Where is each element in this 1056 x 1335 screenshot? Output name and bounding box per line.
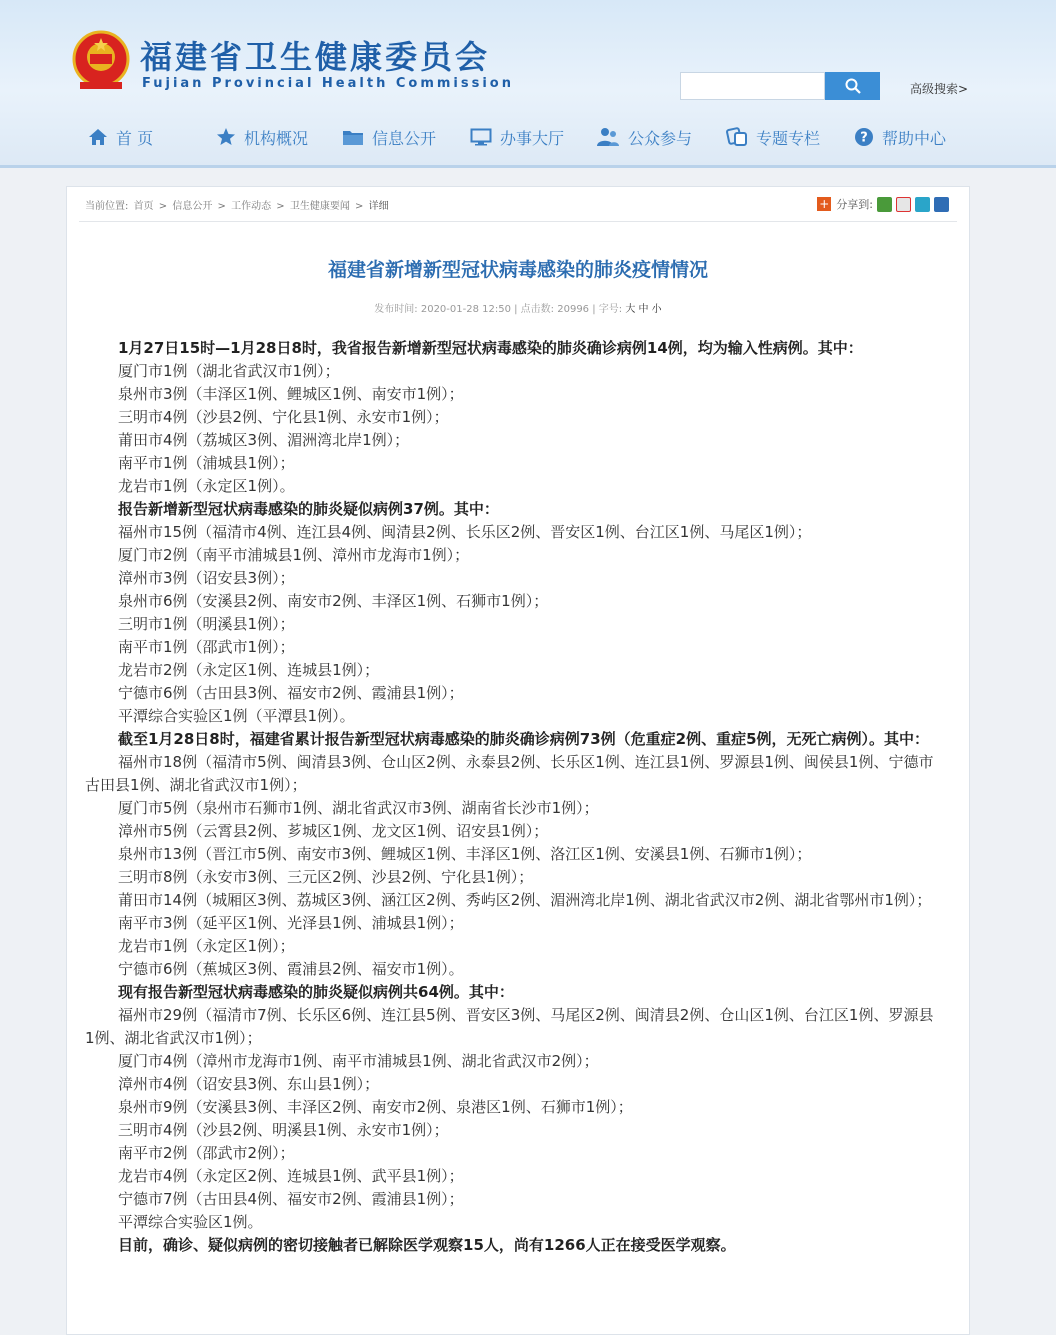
article-paragraph: 三明市4例（沙县2例、宁化县1例、永安市1例）；: [118, 408, 449, 426]
article-paragraph: 龙岩市2例（永定区1例、连城县1例）；: [118, 661, 380, 679]
nav-public[interactable]: [596, 122, 692, 152]
main-nav: [78, 122, 978, 152]
help-icon: [854, 127, 874, 147]
article-paragraph: 宁德市6例（蕉城区3例、霞浦县2例、福安市1例）。: [118, 960, 464, 978]
article-paragraph: 厦门市4例（漳州市龙海市1例、南平市浦城县1例、湖北省武汉市2例）；: [118, 1052, 599, 1070]
divider: [79, 221, 957, 222]
nav-label: 办事大厅: [500, 128, 565, 148]
article-paragraph: 截至1月28日8时，福建省累计报告新型冠状病毒感染的肺炎确诊病例73例（危重症2例、重症5例，无死亡病例）。其中：: [118, 730, 930, 748]
article-paragraph: 漳州市5例（云霄县2例、芗城区1例、龙文区1例、诏安县1例）；: [118, 822, 549, 840]
article-paragraph: 莆田市4例（荔城区3例、湄洲湾北岸1例）；: [118, 431, 410, 449]
breadcrumb-separator: >: [158, 201, 168, 212]
article-paragraph: 福州市18例（福清市5例、闽清县3例、仓山区2例、永泰县2例、长乐区1例、连江县1例、罗源县1例、闽侯县1例、宁德市古田县1例、湖北省武汉市1例）；: [85, 753, 934, 794]
article-paragraph: 南平市1例（浦城县1例）；: [118, 454, 295, 472]
article-meta-text: 发布时间: 2020-01-28 12:50 | 点击数: 20996 | 字号:: [374, 304, 623, 315]
qzone-share-icon[interactable]: [877, 197, 892, 212]
star-icon: [216, 128, 236, 146]
breadcrumb-item[interactable]: 信息公开: [172, 201, 213, 212]
article-paragraph: 漳州市4例（诏安县3例、东山县1例）；: [118, 1075, 380, 1093]
nav-label: 首 页: [116, 128, 154, 148]
article-meta: [67, 300, 969, 315]
article-paragraph: 泉州市3例（丰泽区1例、鲤城区1例、南安市1例）；: [118, 385, 464, 403]
nav-label: 信息公开: [372, 128, 437, 148]
nav-topics[interactable]: [726, 122, 820, 152]
article-paragraph: 宁德市7例（古田县4例、福安市2例、霞浦县1例）；: [118, 1190, 464, 1208]
article-paragraph: 平潭综合实验区1例。: [118, 1213, 263, 1231]
article-paragraph: 龙岩市4例（永定区2例、连城县1例、武平县1例）；: [118, 1167, 464, 1185]
article-paragraph: 龙岩市1例（永定区1例）。: [118, 477, 295, 495]
search-input[interactable]: [680, 72, 825, 100]
article-paragraph: 厦门市2例（南平市浦城县1例、漳州市龙海市1例）；: [118, 546, 470, 564]
nav-label: 专题专栏: [756, 128, 821, 148]
article-paragraph: 现有报告新型冠状病毒感染的肺炎疑似病例共64例。其中：: [118, 983, 514, 1001]
breadcrumb-current: 详细: [368, 201, 389, 212]
breadcrumb-item[interactable]: 工作动态: [231, 201, 272, 212]
article-paragraph: 泉州市6例（安溪县2例、南安市2例、丰泽区1例、石狮市1例）；: [118, 592, 549, 610]
home-icon: [88, 128, 108, 146]
nav-label: 机构概况: [244, 128, 309, 148]
site-title: 福建省卫生健康委员会: [140, 38, 491, 76]
article-paragraph: 龙岩市1例（永定区1例）；: [118, 937, 295, 955]
article-panel: [66, 186, 970, 1335]
article-paragraph: 报告新增新型冠状病毒感染的肺炎疑似病例37例。其中：: [118, 500, 499, 518]
breadcrumb: [85, 197, 391, 212]
advanced-search-link[interactable]: 高级搜索>: [910, 82, 969, 96]
article-paragraph: 南平市1例（邵武市1例）；: [118, 638, 295, 656]
article-body: [85, 337, 939, 1257]
nav-info[interactable]: [342, 122, 436, 152]
breadcrumb-prefix: 当前位置:: [85, 201, 129, 212]
article-paragraph: 福州市29例（福清市7例、长乐区6例、连江县5例、晋安区3例、马尾区2例、闽清县2例、仓山区1例、台江区1例、罗源县1例、湖北省武汉市1例）；: [85, 1006, 934, 1047]
article-paragraph: 泉州市9例（安溪县3例、丰泽区2例、南安市2例、泉港区1例、石狮市1例）；: [118, 1098, 633, 1116]
search-icon: [845, 78, 861, 94]
article-paragraph: 目前，确诊、疑似病例的密切接触者已解除医学观察15人，尚有1266人正在接受医学观察。: [118, 1236, 736, 1254]
article-paragraph: 宁德市6例（古田县3例、福安市2例、霞浦县1例）；: [118, 684, 464, 702]
site-header: [0, 0, 1056, 168]
font-size-options[interactable]: 大 中 小: [625, 304, 662, 315]
article-paragraph: 1月27日15时—1月28日8时，我省报告新增新型冠状病毒感染的肺炎确诊病例14例，均为输入性病例。其中：: [118, 339, 863, 357]
nav-label: 公众参与: [628, 128, 693, 148]
breadcrumb-separator: >: [276, 201, 285, 212]
article-paragraph: 福州市15例（福清市4例、连江县4例、闽清县2例、长乐区2例、晋安区1例、台江区1例、马尾区1例）；: [118, 523, 812, 541]
article-paragraph: 厦门市1例（湖北省武汉市1例）；: [118, 362, 340, 380]
article-paragraph: 南平市2例（邵武市2例）；: [118, 1144, 295, 1162]
nav-about[interactable]: [216, 122, 308, 152]
article-paragraph: 三明市4例（沙县2例、明溪县1例、永安市1例）；: [118, 1121, 449, 1139]
breadcrumb-separator: >: [217, 201, 226, 212]
nav-help[interactable]: [854, 122, 946, 152]
nav-service[interactable]: [470, 122, 564, 152]
article-paragraph: 三明市8例（永安市3例、三元区2例、沙县2例、宁化县1例）；: [118, 868, 534, 886]
article-paragraph: 南平市3例（延平区1例、光泽县1例、浦城县1例）；: [118, 914, 464, 932]
article-paragraph: 莆田市14例（城厢区3例、荔城区3例、涵江区2例、秀屿区2例、湄洲湾北岸1例、湖北省武汉市2例、湖北省鄂州市1例）；: [118, 891, 932, 909]
breadcrumb-item[interactable]: 卫生健康要闻: [289, 201, 350, 212]
nav-label: 帮助中心: [882, 128, 947, 148]
site-subtitle: Fujian Provincial Health Commission: [142, 76, 514, 91]
share-bar: [817, 196, 949, 212]
article-paragraph: 厦门市5例（泉州市石狮市1例、湖北省武汉市3例、湖南省长沙市1例）；: [118, 799, 599, 817]
search-button[interactable]: [825, 72, 880, 100]
breadcrumb-item[interactable]: 首页: [133, 201, 154, 212]
share-label: 分享到:: [836, 198, 873, 211]
article-paragraph: 平潭综合实验区1例（平潭县1例）。: [118, 707, 355, 725]
people-icon: [596, 127, 620, 147]
nav-home[interactable]: [88, 122, 153, 152]
national-emblem-icon: [72, 30, 130, 92]
badge-icon: [726, 127, 748, 147]
article-paragraph: 三明市1例（明溪县1例）；: [118, 615, 295, 633]
monitor-icon: [470, 128, 492, 146]
folder-icon: [342, 128, 364, 146]
article-paragraph: 漳州市3例（诏安县3例）；: [118, 569, 295, 587]
weibo-share-icon[interactable]: [896, 197, 911, 212]
svg-text:?: ?: [860, 130, 868, 146]
renren-share-icon[interactable]: [934, 197, 949, 212]
breadcrumb-separator: >: [355, 201, 364, 212]
article-title: 福建省新增新型冠状病毒感染的肺炎疫情情况: [327, 259, 708, 281]
tencent-share-icon[interactable]: [915, 197, 930, 212]
article-paragraph: 泉州市13例（晋江市5例、南安市3例、鲤城区1例、丰泽区1例、洛江区1例、安溪县1例、石狮市1例）；: [118, 845, 812, 863]
share-plus-icon[interactable]: +: [819, 197, 830, 211]
